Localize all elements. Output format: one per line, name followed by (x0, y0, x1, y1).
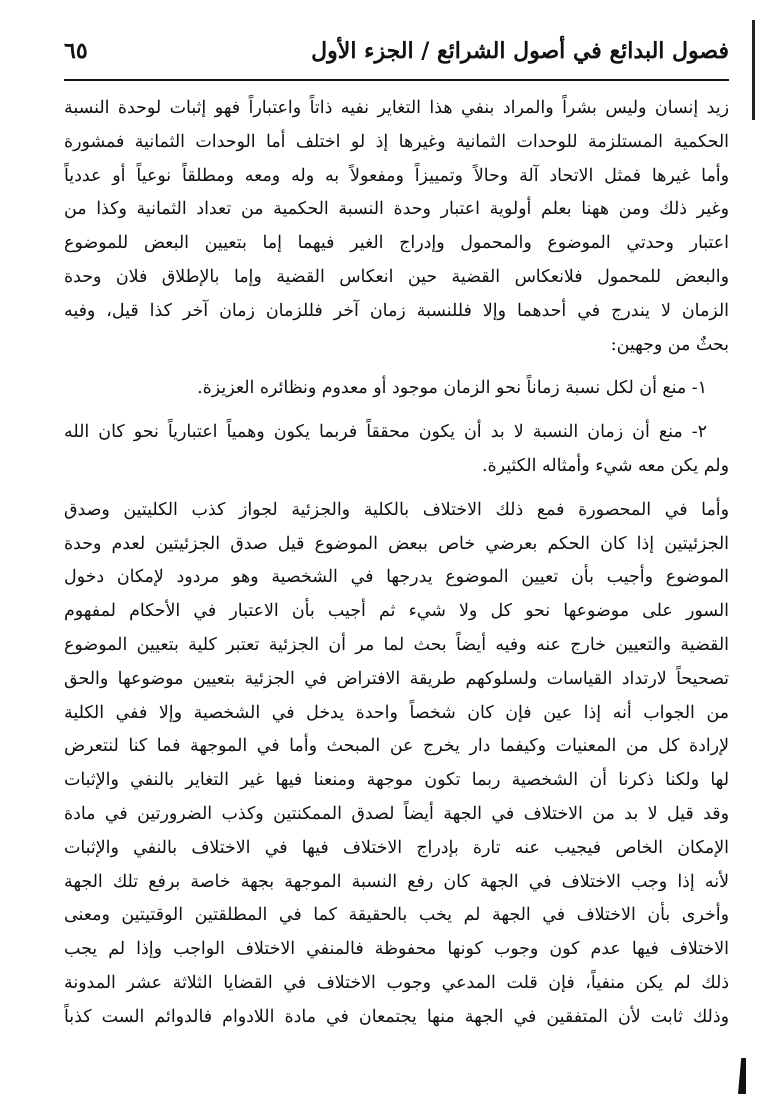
text-line: وأما غيرها فمثل الاتحاد آلة وحالاً وتمييزاً ومفعولاً به وله ومعه ومطلقاً نوعياً أو عددياً (64, 165, 729, 186)
text-line: اعتبار وحدتي الموضوع والمحمول وإدراج الغير فيهما إما بتعيين البعض للموضوع (64, 233, 729, 254)
text-line: الموضوع وأجيب بأن تعيين الموضوع يدرجها في الشخصية وهو مردود لإمكان دخول (64, 567, 729, 588)
text-line: زيد إنسان وليس بشراً والمراد بنفي هذا التغاير نفيه ذاتاً واعتباراً فهو إثبات لوحدة النسبة (64, 98, 729, 118)
paragraph-gap (64, 406, 729, 416)
text-line: وأخرى بأن الاختلاف في الجهة لم يخب بالحقيقة كما في المطلقتين الوقتيتين ومعنى (64, 905, 729, 926)
list-item-2: ٢- منع أن زمان النسبة لا بد أن يكون محققاً فربما يكون وهمياً اعتبارياً نحو كان الله (64, 422, 707, 443)
text-line: ذلك لم يكن منفياً، فإن قلت المدعي وجوب الاختلاف في القضايا الثلاثة عشر المدونة (64, 972, 729, 993)
header-divider (64, 79, 729, 81)
text-line: وغير ذلك ومن ههنا بعلم أولوية اعتبار وحدة النسبة الحكمية من تعداد الثمانية وكذا من (64, 199, 729, 220)
running-header-title: فصول البدائع في أصول الشرائع / الجزء الأول (311, 38, 729, 64)
text-line: الإمكان الخاص فيجيب عنه تارة بإدراج الاختلاف فيها في الاختلاف بالنفي والإثبات (64, 837, 729, 858)
text-line: الاختلاف فيها عدم كون وجوب كونها محفوظة فالمنفي الاختلاف الواجب وإذا لم يجب (64, 939, 729, 960)
page-number: ٦٥ (64, 38, 88, 64)
list-item-2-continuation: ولم يكن معه شيء وأمثاله الكثيرة. (481, 455, 729, 476)
text-line: بحثٌ من وجهين: (610, 334, 729, 355)
scan-edge-mark (738, 1058, 746, 1094)
text-line: من الجواب أنه إذا عين فإن كان شخصاً واحدة يدخل في الشخصية وإلا ففي الكلية (64, 702, 729, 723)
text-line: الحكمية المستلزمة للوحدات الثمانية وغيرها إذ لو اختلف أما الوحدات الثمانية فمشورة (64, 131, 729, 152)
body-text (64, 92, 729, 1035)
text-line: السور على موضوعها نحو كل ولا شيء ثم أجيب بأن الاعتبار في الأحكام لمفهوم (64, 601, 729, 622)
text-line: لأنه إذا وجب الاختلاف في الجهة كان رفع النسبة الموجهة بجهة خاصة برفع تلك الجهة (64, 871, 729, 892)
text-line: لها ولكنا ذكرنا أن الشخصية ربما تكون موجهة ومنعنا فيها غير التغاير بالنفي والإثبات (64, 770, 729, 791)
paragraph-gap (64, 362, 729, 372)
text-line: الزمان لا يندرج في أحدهما وإلا فللنسبة زمان آخر فللزمان زمان آخر كذا قيل، وفيه (64, 300, 729, 321)
text-line: الجزئيتين إذا كان الحكم بعرضي خاص ببعض الموضوع قيل صدق الجزئيتين لعدم وحدة (64, 533, 729, 554)
text-line: القضية والتعيين خارج عنه وفيه أيضاً بحث لما مر أن الجزئية تعتبر كلية بتعيين الموضوع (64, 634, 729, 655)
text-line: وذلك ثابت لأن المتفقين في الجهة منها يجتمعان في مادة اللادوام فالدوائم الست كذباً (64, 1006, 729, 1027)
text-line: لإرادة كل من المعنيات وكيفما دار يخرج عن المبحث وأما في الموجهة فما كنا لنتعرض (64, 736, 729, 757)
text-line: وقد قيل لا بد من الاختلاف في الجهة أيضاً لصدق الممكنتين وكذب الضرورتين في مادة (64, 803, 729, 824)
text-line: تصحيحاً لارتداد القياسات ولسلوكهم طريقة الافتراض في الجزئية بتعيين موضوعها والحق (64, 668, 729, 689)
paragraph-gap (64, 484, 729, 494)
scan-edge-mark (752, 20, 755, 120)
text-line: وأما في المحصورة فمع ذلك الاختلاف بالكلية والجزئية لجواز كذب الكليتين وصدق (64, 499, 729, 520)
list-item-1: ١- منع أن لكل نسبة زماناً نحو الزمان موجود أو معدوم ونظائره العزيزة. (197, 378, 707, 399)
text-line: والبعض للمحمول فلانعكاس القضية حين انعكاس القضية وإما بالإطلاق فلان وحدة (64, 266, 729, 287)
running-header (64, 32, 729, 76)
